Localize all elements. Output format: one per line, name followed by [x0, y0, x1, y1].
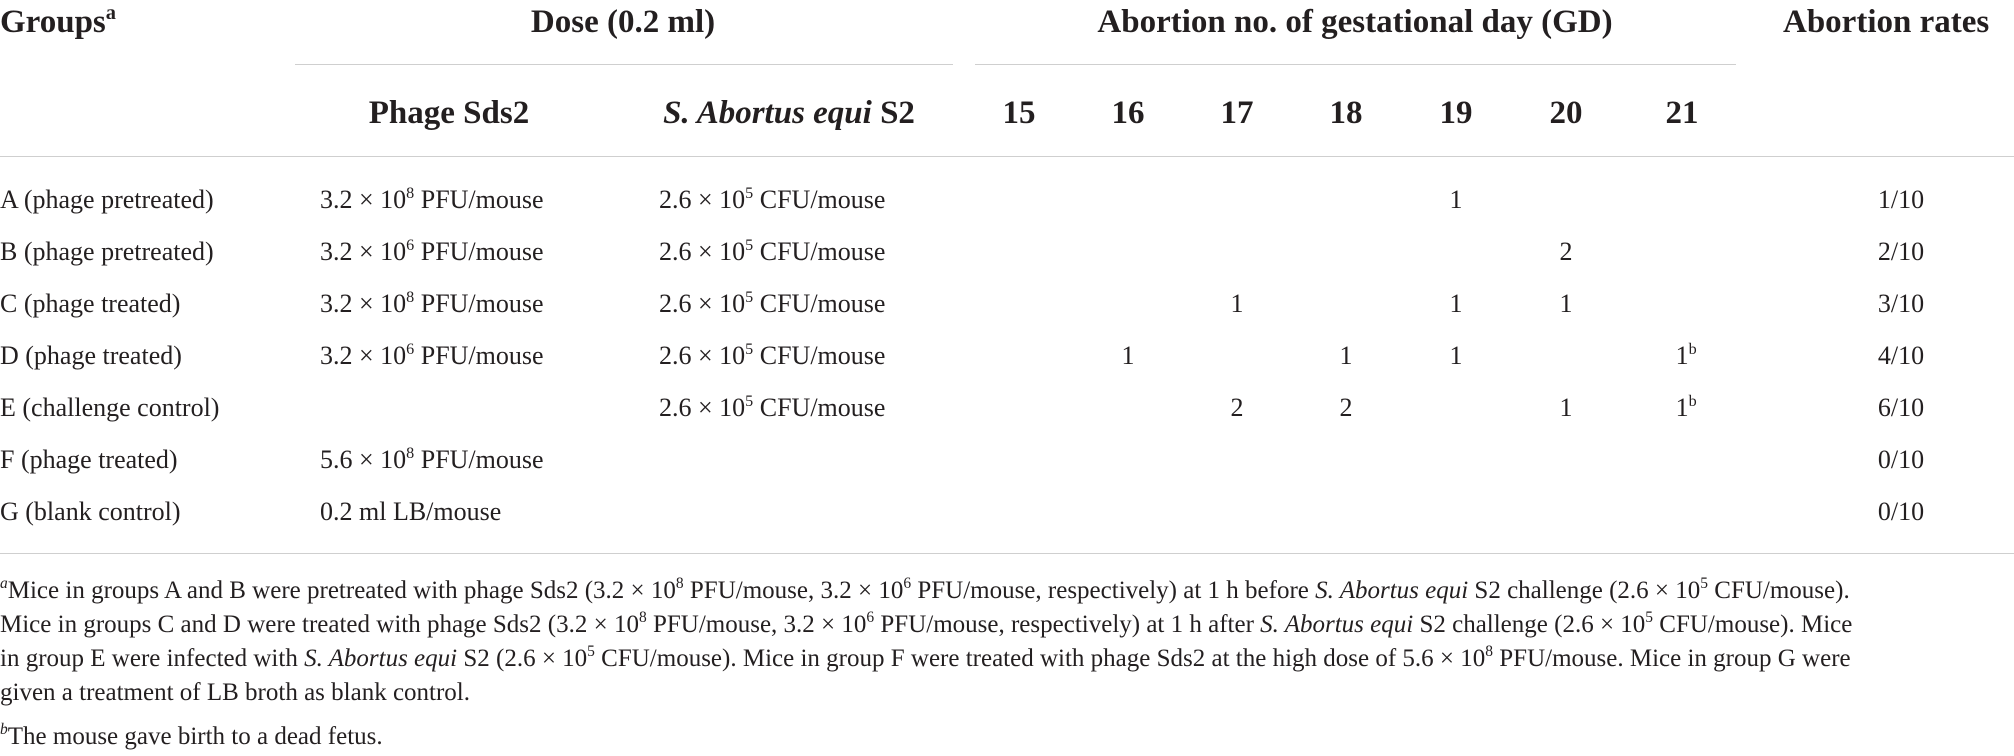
bacteria-dose-cell: $2.6 \times 10^5$ CFU/mouse	[659, 392, 886, 422]
abortion-count-cell: 1	[1339, 341, 1353, 370]
day-header-19: 19	[1439, 95, 1473, 131]
phage-dose-cell: $3.2 \times 10^8$ PFU/mouse	[320, 184, 544, 214]
bacteria-dose-cell: $2.6 \times 10^5$ CFU/mouse	[659, 288, 886, 318]
phage-dose-cell: $3.2 \times 10^6$ PFU/mouse	[320, 236, 544, 266]
group-cell: C (phage treated)	[0, 289, 181, 318]
footnote-b: $^b$The mouse gave birth to a dead fetus.	[0, 720, 383, 750]
abortion-count-cell: 1$^b$	[1675, 392, 1697, 422]
groups-header: Groups$^a$	[0, 1, 116, 40]
dose-header: Dose (0.2 ml)	[530, 4, 716, 40]
day-header-15: 15	[1002, 95, 1036, 131]
abortion-count-cell: 1$^b$	[1675, 340, 1697, 370]
day-header-17: 17	[1220, 95, 1254, 131]
day-spanner-rule	[975, 64, 1736, 65]
abortion-count-cell: 2	[1559, 237, 1573, 266]
day-header-18: 18	[1329, 95, 1363, 131]
footnote-a-line: given a treatment of LB broth as blank control.	[0, 679, 471, 706]
abortion-count-cell: 1	[1559, 289, 1573, 318]
table-bottom-rule	[0, 553, 2014, 554]
abortion-day-header: Abortion no. of gestational day (GD)	[1097, 4, 1613, 40]
footnote-ref-b: b	[1688, 340, 1697, 358]
abortion-rate-cell: 1/10	[1877, 185, 1925, 214]
abortion-rate-cell: 0/10	[1877, 497, 1925, 526]
bacteria-dose-cell: $2.6 \times 10^5$ CFU/mouse	[659, 184, 886, 214]
footnote-a-line: in group E were infected with S. Abortus equi S2 ($2.6 \times 10^5$ CFU/mouse). Mice in group F were treated with phage Sds2 at the high dose of $5.6 \times 10^8$ PFU/mouse. Mice in group G were	[0, 642, 1851, 672]
phage-dose-cell: $3.2 \times 10^6$ PFU/mouse	[320, 340, 544, 370]
footnote-ref-b: b	[1688, 392, 1697, 410]
abortion-count-cell: 1	[1449, 289, 1463, 318]
abortion-count-cell: 1	[1121, 341, 1135, 370]
phage-dose-cell: 0.2 ml LB/mouse	[320, 497, 502, 526]
dose-spanner-rule	[295, 64, 953, 65]
abortion-rate-cell: 4/10	[1877, 341, 1925, 370]
phage-dose-cell: $3.2 \times 10^8$ PFU/mouse	[320, 288, 544, 318]
day-header-20: 20	[1549, 95, 1583, 131]
abortion-rate-cell: 6/10	[1877, 393, 1925, 422]
bacteria-dose-cell: $2.6 \times 10^5$ CFU/mouse	[659, 340, 886, 370]
footnote-ref-a: a	[105, 1, 116, 24]
abortion-count-cell: 2	[1230, 393, 1244, 422]
abortion-count-cell: 1	[1559, 393, 1573, 422]
day-header-21: 21	[1665, 95, 1699, 131]
group-cell: G (blank control)	[0, 497, 181, 526]
group-cell: A (phage pretreated)	[0, 185, 214, 214]
abortion-count-cell: 1	[1449, 185, 1463, 214]
footnote-a-line: Mice in groups C and D were treated with phage Sds2 ($3.2 \times 10^8$ PFU/mouse, $3.2 \times 10^6$ PFU/mouse, respectively) at 1 h after S. Abortus equi S2 challenge ($2.6 \times 10^5$ CFU/mouse). Mice	[0, 608, 1853, 638]
s-abortus-equi-header: S. Abortus equi S2	[663, 95, 915, 131]
phage-sds2-header: Phage Sds2	[368, 95, 530, 131]
abortion-rate-cell: 3/10	[1877, 289, 1925, 318]
phage-dose-cell: $5.6 \times 10^8$ PFU/mouse	[320, 444, 544, 474]
abortion-count-cell: 1	[1230, 289, 1244, 318]
abortion-rate-cell: 0/10	[1877, 445, 1925, 474]
bacteria-dose-cell: $2.6 \times 10^5$ CFU/mouse	[659, 236, 886, 266]
day-header-16: 16	[1111, 95, 1145, 131]
group-cell: B (phage pretreated)	[0, 237, 214, 266]
group-cell: D (phage treated)	[0, 341, 182, 370]
group-cell: E (challenge control)	[0, 393, 220, 422]
footnote-a-line: $^a$Mice in groups A and B were pretreated with phage Sds2 ($3.2 \times 10^8$ PFU/mouse, $3.2 \times 10^6$ PFU/mouse, respectively) at 1 h before S. Abortus equi S2 challenge ($2.6 \times 10^5$ CFU/mouse).	[0, 574, 1850, 604]
group-cell: F (phage treated)	[0, 445, 178, 474]
abortion-rate-cell: 2/10	[1877, 237, 1925, 266]
abortion-count-cell: 1	[1449, 341, 1463, 370]
abortion-count-cell: 2	[1339, 393, 1353, 422]
header-bottom-rule	[0, 156, 2014, 157]
abortion-rates-header: Abortion rates	[1783, 4, 1990, 40]
